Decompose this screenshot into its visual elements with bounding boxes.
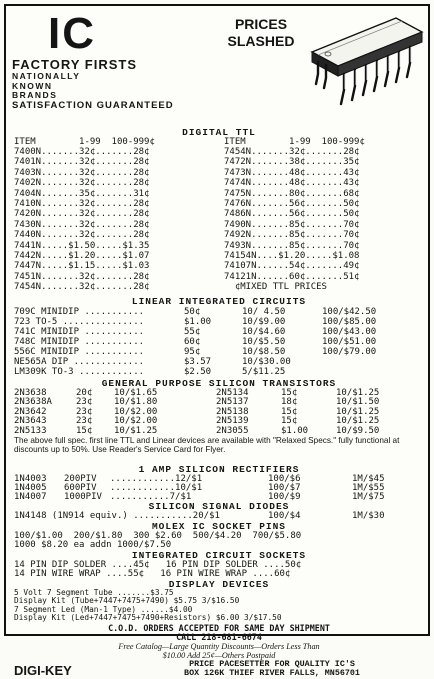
transistor-part: 2N3055 (216, 425, 249, 436)
ttl-row: 7447N.....$1.15.....$1.03 (14, 261, 150, 272)
linear-part: 723 TO-5 ............... (14, 317, 145, 327)
ttl-row: 7430N.......32¢.......28¢ (14, 219, 150, 230)
linear-part: 709C MINIDIP ........... (14, 307, 145, 317)
ttl-row: 74121N......60¢.......51¢ (224, 271, 360, 282)
footer-line2: BOX 126K THIEF RIVER FALLS, MN56701 (184, 668, 360, 679)
linear-title: LINEAR INTEGRATED CIRCUITS (131, 296, 307, 307)
transistor-price: 10/$1.50 (336, 397, 380, 408)
catalog-line2: $10.00 Add 25¢—Others Postpaid (162, 650, 276, 660)
linear-price: 55¢ (184, 327, 201, 337)
linear-price: 10/ 4.50 (242, 307, 286, 317)
ttl-header-left: ITEM 1-99 100-999¢ (14, 137, 155, 147)
transistor-part: 2N3643 (14, 416, 47, 427)
ttl-header-right: ITEM 1-99 100-999¢ (224, 137, 365, 147)
diode-price: 1M/$30 (352, 511, 385, 521)
transistor-price: 15¢ (281, 406, 298, 417)
ttl-row: 7454N.......32¢.......28¢ (224, 147, 360, 157)
linear-price: 10/$5.50 (242, 337, 286, 347)
footer-address (116, 660, 428, 679)
transistor-price: 10/$2.00 (114, 416, 158, 427)
sockets-title: INTEGRATED CIRCUIT SOCKETS (131, 550, 307, 561)
rectifier-price: 100/$7 (268, 483, 301, 493)
rectifier-price: 1M/$75 (352, 492, 385, 502)
rectifier-price: 1M/$55 (352, 483, 385, 493)
brands-text: BRANDS (12, 90, 58, 100)
linear-part: LM309K TO-3 ............ (14, 367, 145, 377)
rectifier-price: 600PIV (64, 483, 97, 493)
factory-firsts: FACTORY FIRSTS (12, 57, 137, 72)
rectifier-price: 200PIV (64, 474, 97, 484)
slashed-line: SLASHED (227, 33, 295, 49)
transistor-part: 2N3638A (14, 397, 52, 408)
ttl-row: 7474N.......48¢.......43¢ (224, 178, 360, 189)
ttl-row: 7486N.......56¢.......50¢ (224, 209, 360, 220)
transistor-part: 2N5133 (14, 425, 47, 436)
transistor-price: 10/$1.65 (114, 388, 158, 398)
transistor-part: 2N3638 (14, 388, 47, 398)
footer-line1: PRICE PACESETTER FOR QUALITY IC'S (189, 658, 355, 669)
ttl-row: 7454N.......32¢.......28¢ (14, 282, 150, 293)
transistor-price: 10/$1.25 (336, 406, 380, 417)
ic-logo: IC (48, 9, 96, 58)
linear-price: $2.50 (184, 367, 212, 377)
diodes-title: SILICON SIGNAL DIODES (148, 501, 290, 512)
transistor-part: 2N5139 (216, 416, 249, 427)
ttl-row: 7441N.....$1.50.....$1.35 (14, 240, 150, 251)
relaxed-specs-note: The above full spec. first line TTL and Linear devices are available with "Relaxed Specs." fully functional at discounts up to 50%. Use Reader's Service Card for Flyer. (14, 436, 400, 454)
transistors-title: GENERAL PURPOSE SILICON TRANSISTORS (101, 378, 337, 389)
sockets-line2: 14 PIN WIRE WRAP ....55¢ 16 PIN WIRE WRAP ....60¢ (14, 569, 291, 579)
ttl-row: 7472N.......38¢.......35¢ (224, 157, 360, 168)
rectifiers-title: 1 AMP SILICON RECTIFIERS (138, 464, 300, 475)
linear-price: 100/$85.00 (322, 317, 377, 327)
display-devices-title: DISPLAY DEVICES (168, 579, 270, 590)
linear-price: $1.00 (184, 317, 212, 327)
linear-price: 10/$8.50 (242, 347, 286, 357)
ttl-row: 7490N.......85¢.......70¢ (224, 219, 360, 230)
ttl-row: 7476N.......56¢.......50¢ (224, 199, 360, 209)
ttl-row: ¢MIXED TTL PRICES (224, 282, 327, 293)
transistor-price: 10/$9.50 (336, 425, 380, 436)
rectifier-price: 1000PIV (64, 492, 102, 502)
linear-price: 10/$9.00 (242, 317, 286, 327)
ttl-row: 74107N......54¢.......49¢ (224, 261, 360, 272)
ttl-row: 7400N.......32¢.......28¢ (14, 147, 150, 157)
linear-part: NE565A DIP ............. (14, 357, 145, 367)
ic-chip-illustration (304, 12, 428, 112)
linear-price: 95¢ (184, 347, 201, 357)
linear-price: 100/$79.00 (322, 347, 377, 357)
sockets-line1: 14 PIN DIP SOLDER ....45¢ 16 PIN DIP SOLDER ....50¢ (14, 560, 302, 570)
linear-part: 748C MINIDIP ........... (14, 337, 145, 347)
ttl-row: 7404N.......35¢.......31¢ (14, 188, 150, 199)
prices-line: PRICES (234, 16, 288, 32)
transistor-price: 23¢ (76, 397, 93, 408)
linear-price: 50¢ (184, 307, 201, 317)
display-item: 5 Volt 7 Segment Tube .......$3.75 (14, 588, 174, 597)
linear-price: 100/$51.00 (322, 337, 377, 347)
ttl-row: 7403N.......32¢.......28¢ (14, 167, 150, 178)
nationally-text: NATIONALLY (12, 71, 81, 81)
linear-price: 100/$42.50 (322, 307, 377, 317)
diode-price: 100/$4 (268, 511, 301, 521)
linear-price: 10/$30.00 (242, 357, 291, 367)
rectifier-price: ............12/$1 (110, 474, 203, 484)
linear-price: $3.57 (184, 357, 212, 367)
transistor-price: 15¢ (76, 425, 93, 436)
rectifier-part: 1N4005 (14, 483, 47, 493)
linear-price: 10/$4.60 (242, 327, 286, 337)
transistor-price: 10/$2.00 (114, 406, 158, 417)
rectifier-price: ............10/$1 (110, 483, 203, 493)
rectifier-price: ...........7/$1 (110, 492, 192, 502)
linear-part: 741C MINIDIP ........... (14, 327, 145, 337)
transistor-part: 2N5137 (216, 397, 249, 408)
transistor-price: 20¢ (76, 388, 93, 398)
transistor-part: 2N5138 (216, 406, 249, 417)
transistor-price: 10/$1.25 (114, 425, 158, 436)
transistor-part: 2N3642 (14, 406, 47, 417)
ttl-row: 7442N.....$1.20.....$1.07 (14, 251, 150, 261)
rectifier-price: 1M/$45 (352, 474, 385, 484)
ttl-row: 7493N.......85¢.......70¢ (224, 240, 360, 251)
rectifier-part: 1N4007 (14, 492, 47, 502)
ttl-row: 74154N....$1.20.....$1.08 (224, 251, 360, 261)
ttl-row: 7451N.......32¢.......28¢ (14, 271, 150, 282)
linear-price: 100/$43.00 (322, 327, 377, 337)
rectifier-price: 100/$6 (268, 474, 301, 484)
socket-pins-line1: 100/$1.00 200/$1.80 300 $2.60 500/$4.20 700/$5.80 (14, 531, 302, 541)
transistor-price: 10/$1.80 (114, 397, 158, 408)
transistor-price: 10/$1.25 (336, 388, 380, 398)
display-item: 7 Segment Led (Man-1 Type) ......$4.00 (14, 604, 193, 614)
transistor-price: 15¢ (281, 388, 298, 398)
digital-ttl-title: DIGITAL TTL (182, 127, 256, 138)
linear-price: 60¢ (184, 337, 201, 347)
socket-pins-title: MOLEX IC SOCKET PINS (151, 521, 287, 532)
linear-part: 556C MINIDIP ........... (14, 347, 145, 357)
transistor-price: 15¢ (281, 416, 298, 427)
catalog-line1: Free Catalog—Large Quantity Discounts—Orders Less Than (118, 641, 320, 651)
transistor-price: 18¢ (281, 397, 298, 408)
brand-block (12, 58, 252, 110)
digi-key-logo: DIGI-KEY (14, 662, 72, 678)
display-item: Display Kit (Led+7447+7475+7490+Resistors) $6.00 3/$17.50 (14, 613, 282, 623)
ttl-row: 7410N.......32¢.......28¢ (14, 199, 150, 209)
cod-line2: CALL 218-681-6674 (176, 631, 262, 642)
prices-slashed-heading (206, 16, 316, 50)
transistor-price: $1.00 (281, 425, 309, 436)
display-item: Display Kit (Tube+7447+7475+7490) $5.75 3/$16.50 (14, 596, 240, 606)
ttl-row: 7402N.......32¢.......28¢ (14, 178, 150, 189)
rectifier-price: 100/$9 (268, 492, 301, 502)
ttl-row: 7475N.......80¢.......68¢ (224, 188, 360, 199)
known-text: KNOWN (12, 80, 53, 91)
ttl-row: 7401N.......32¢.......28¢ (14, 157, 150, 168)
cod-line1: C.O.D. ORDERS ACCEPTED FOR SAME DAY SHIPMENT (108, 622, 330, 633)
linear-price: 5/$11.25 (242, 367, 286, 377)
ttl-row: 7492N.......85¢.......70¢ (224, 230, 360, 241)
digi-key-ad (4, 4, 430, 679)
transistor-price: 23¢ (76, 416, 93, 427)
ttl-row: 7420N.......32¢.......28¢ (14, 209, 150, 220)
socket-pins-line2: 1000 $8.20 ea addn 1000/$7.50 (14, 540, 172, 550)
ttl-row: 7473N.......48¢.......43¢ (224, 167, 360, 178)
transistor-price: 23¢ (76, 406, 93, 417)
rectifier-part: 1N4003 (14, 474, 47, 484)
diode-price: 1N4148 (1N914 equiv.) ...........20/$1 (14, 511, 220, 521)
ttl-row: 7440N.......32¢.......28¢ (14, 230, 150, 241)
transistor-price: 10/$1.25 (336, 416, 380, 427)
satisfaction-guaranteed: SATISFACTION GUARANTEED (12, 99, 174, 111)
transistor-part: 2N5134 (216, 388, 249, 398)
